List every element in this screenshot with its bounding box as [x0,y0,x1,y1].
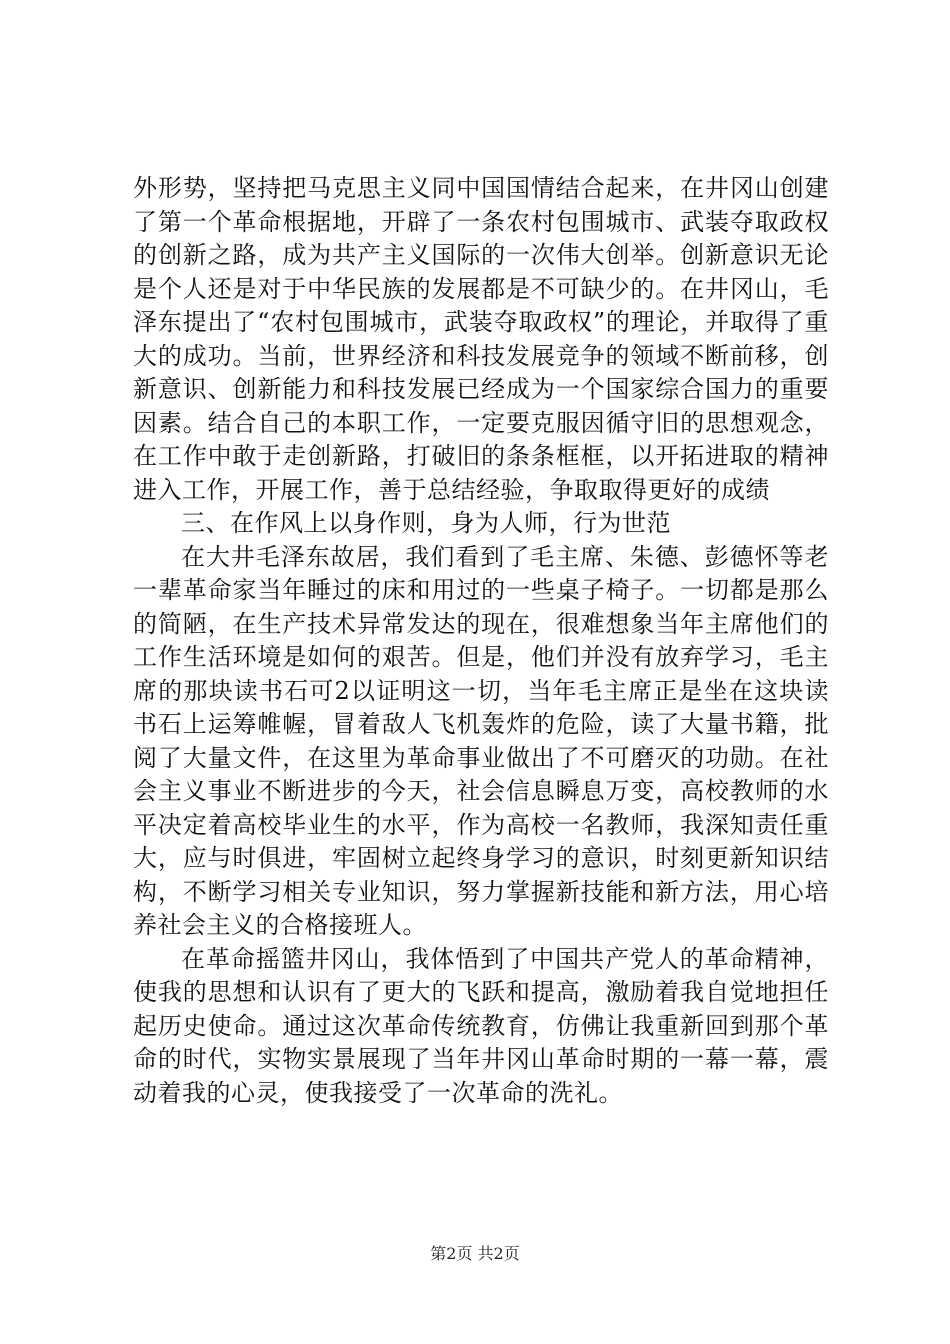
paragraph-dajing: 在大井毛泽东故居，我们看到了毛主席、朱德、彭德怀等老一辈革命家当年睡过的床和用过的一些桌子椅子。一切都是那么的简陋，在生产技术异常发达的现在，很难想象当年主席他们的工作生活环境是如何的艰苦。但是，他们并没有放弃学习，毛主席的那块读书石可2以证明这一切，当年毛主席正是坐在这块读书石上运筹帷幄，冒着敌人飞机轰炸的危险，读了大量书籍，批阅了大量文件，在这里为革命事业做出了不可磨灭的功勋。在社会主义事业不断进步的今天，社会信息瞬息万变，高校教师的水平决定着高校毕业生的水平，作为高校一名教师，我深知责任重大，应与时俱进，牢固树立起终身学习的意识，时刻更新知识结构，不断学习相关专业知识，努力掌握新技能和新方法，用心培养社会主义的合格接班人。 [133,542,829,939]
document-body [133,172,829,1110]
paragraph-conclusion: 在革命摇篮井冈山，我体悟到了中国共产党人的革命精神，使我的思想和认识有了更大的飞跃和提高，激励着我自觉地担任起历史使命。通过这次革命传统教育，仿佛让我重新回到那个革命的时代，实物实景展现了当年井冈山革命时期的一幕一幕，震动着我的心灵，使我接受了一次革命的洗礼。 [133,944,829,1107]
paragraph-continuation: 外形势，坚持把马克思主义同中国国情结合起来，在井冈山创建了第一个革命根据地，开辟了一条农村包围城市、武装夺取政权的创新之路，成为共产主义国际的一次伟大创举。创新意识无论是个人还是对于中华民族的发展都是不可缺少的。在井冈山，毛泽东提出了“农村包围城市，武装夺取政权”的理论，并取得了重大的成功。当前，世界经济和科技发展竞争的领域不断前移，创新意识、创新能力和科技发展已经成为一个国家综合国力的重要因素。结合自己的本职工作，一定要克服因循守旧的思想观念，在工作中敢于走创新路，打破旧的条条框框，以开拓进取的精神进入工作，开展工作，善于总结经验，争取取得更好的成绩 [133,174,829,504]
page-footer: 第2页 共2页 [430,1244,520,1263]
section-heading: 三、在作风上以身作则，身为人师，行为世范 [181,509,671,537]
